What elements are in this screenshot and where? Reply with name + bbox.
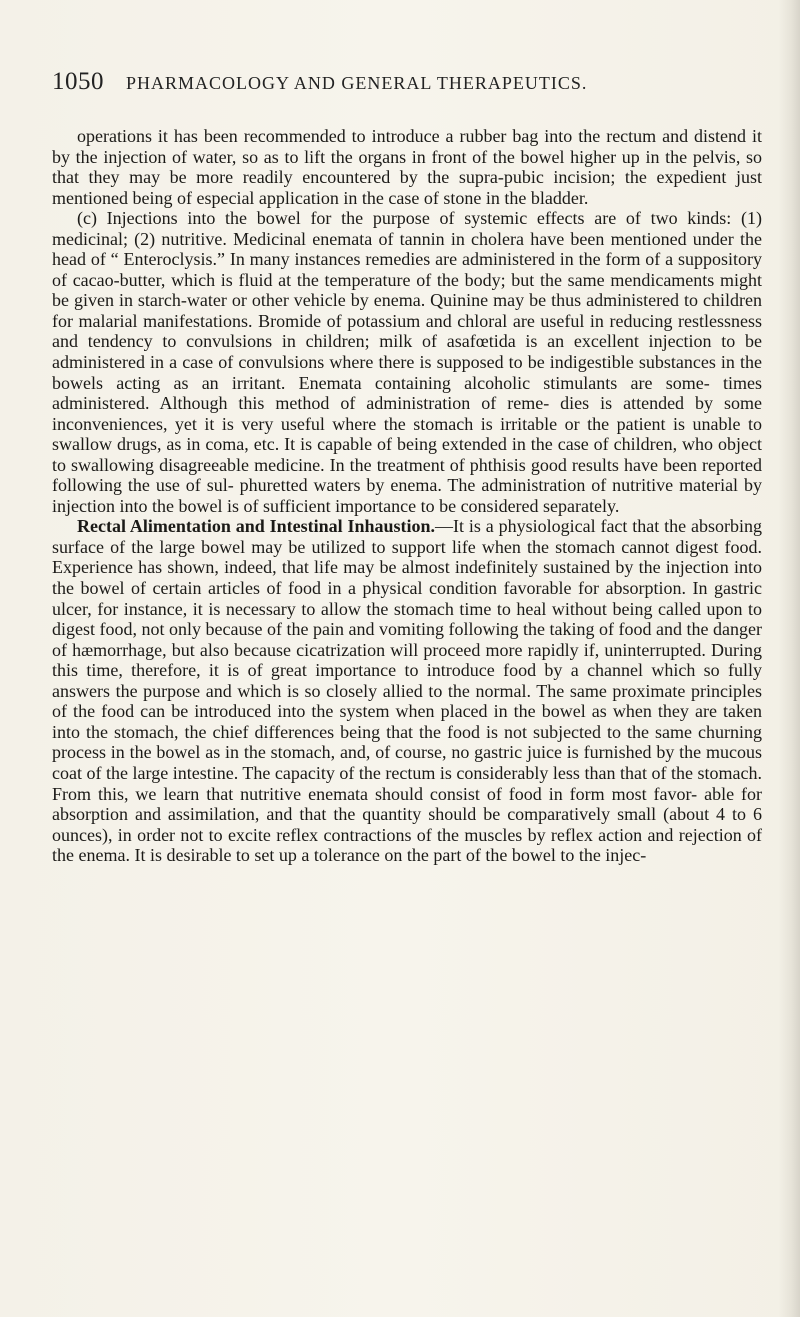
paragraph-1: operations it has been recommended to introduce a rubber bag into the rectum and distend it by the injection of water, so as to lift the organs in front of the bowel higher up in the pelvis, so that they may be more readily encountered by the supra-pubic incision; the expedient just mentioned being of especial application in the case of stone in the bladder.	[52, 126, 762, 208]
section-heading: Rectal Alimentation and Intestinal Inhaustion.	[77, 516, 436, 537]
running-title: PHARMACOLOGY AND GENERAL THERAPEUTICS.	[126, 73, 588, 93]
page-header	[52, 68, 762, 102]
body-text	[52, 126, 762, 1286]
paragraph-3-text: —It is a physiological fact that the absorbing surface of the large bowel may be utilized to support life when the stomach cannot digest food. Experience has shown, indeed, that life may be almost indefinitely sustained by the injection into the bowel of certain articles of food in a physical condition favorable for absorption. In gastric ulcer, for instance, it is necessary to allow the stomach time to heal without being called upon to digest food, not only because of the pain and vomiting following the taking of food and the danger of hæmorrhage, but also because cicatrization will proceed more rapidly if, uninterrupted. During this time, therefore, it is of great importance to introduce food by a channel which so fully answers the purpose and which is so closely allied to the normal. The same proximate principles of the food can be introduced into the system when placed in the bowel as when they are taken into the stomach, the chief differences being that the food is not subjected to the same churning process in the bowel as in the stomach, and, of course, no gastric juice is furnished by the mucous coat of the large intestine. The capacity of the rectum is considerably less than that of the stomach. From this, we learn that nutritive enemata should consist of food in form most favor- able for absorption and assimilation, and that the quantity should be comparatively small (about 4 to 6 ounces), in order not to excite reflex contractions of the muscles by reflex action and rejection of the enema. It is desirable to set up a tolerance on the part of the bowel to the injec-	[52, 516, 762, 866]
paragraph-3	[52, 516, 762, 865]
page-edge-shadow	[778, 0, 800, 1317]
paragraph-2: (c) Injections into the bowel for the purpose of systemic effects are of two kinds: (1) medicinal; (2) nutritive. Medicinal enemata of tannin in cholera have been mentioned under the head of “ Enteroclysis.” In many instances remedies are administered in the form of a suppository of cacao-butter, which is fluid at the temperature of the body; but the same mendicaments might be given in starch-water or other vehicle by enema. Quinine may be thus administered to children for malarial manifestations. Bromide of potassium and chloral are useful in reducing restlessness and tendency to convulsions in children; milk of asafœtida is an excellent injection to be administered in a case of convulsions where there is supposed to be indigestible substances in the bowels acting as an irritant. Enemata containing alcoholic stimulants are some- times administered. Although this method of administration of reme- dies is attended by some inconveniences, yet it is very useful where the stomach is irritable or the patient is unable to swallow drugs, as in coma, etc. It is capable of being extended in the case of children, who object to swallowing disagreeable medicine. In the treatment of phthisis good results have been reported following the use of sul- phuretted waters by enema. The administration of nutritive material by injection into the bowel is of sufficient importance to be considered separately.	[52, 208, 762, 516]
page-number: 1050	[52, 68, 104, 95]
